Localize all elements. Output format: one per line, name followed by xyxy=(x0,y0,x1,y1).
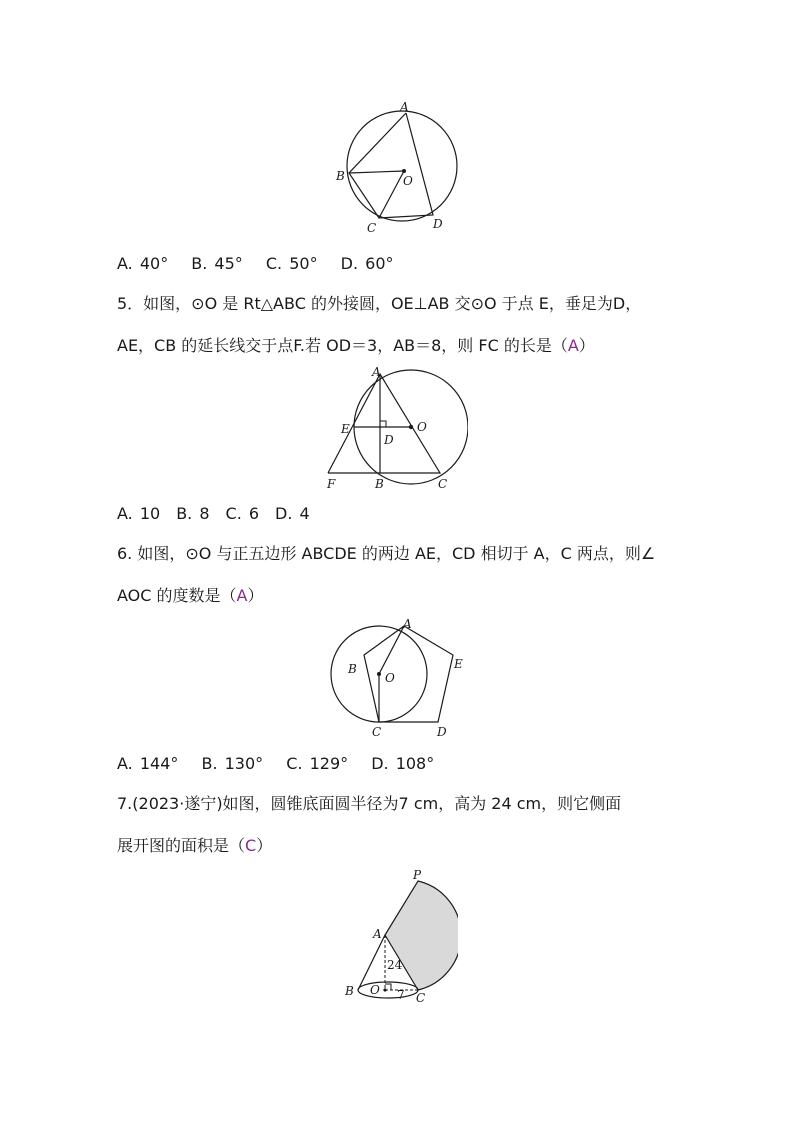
q7-sector xyxy=(385,881,458,990)
q4-ob xyxy=(349,171,404,173)
q6-stem-line1: 6. 如图，⊙O 与正五边形 ABCDE 的两边 AE，CD 相切于 A，C 两点，则∠ xyxy=(117,544,656,563)
q6-label-o: O xyxy=(385,671,395,685)
q5-close-paren: ） xyxy=(578,336,595,355)
q5-center-dot xyxy=(409,425,413,429)
q5-stem-line2 xyxy=(117,336,595,356)
q7-figure xyxy=(338,866,458,1008)
q6-close-paren: ） xyxy=(247,586,264,605)
q6-figure xyxy=(324,612,484,742)
q6-label-d: D xyxy=(437,725,447,739)
q4-oc xyxy=(379,171,404,218)
q5-label-c: C xyxy=(438,477,448,491)
q6-center-dot xyxy=(377,672,381,676)
q6-stem-text: AOC 的度数是（ xyxy=(117,586,237,605)
q6-answer: A xyxy=(236,586,248,605)
q5-label-e: E xyxy=(341,422,350,436)
q5-label-f: F xyxy=(327,477,336,491)
q7-answer: C xyxy=(245,836,257,855)
q6-label-e: E xyxy=(454,657,463,671)
q7-close-paren: ） xyxy=(256,836,273,855)
q5-label-b: B xyxy=(375,477,384,491)
q7-label-o: O xyxy=(370,983,380,997)
q7-stem-line1: 7.(2023·遂宁)如图，圆锥底面圆半径为7 cm，高为 24 cm，则它侧面 xyxy=(117,794,622,813)
q4-label-o: O xyxy=(403,174,413,188)
q4-center-dot xyxy=(402,169,406,173)
q5-label-o: O xyxy=(417,420,427,434)
q7-stem-text: 展开图的面积是（ xyxy=(117,836,246,855)
q7-base-back xyxy=(358,982,418,990)
q7-label-c: C xyxy=(416,991,426,1005)
q6-label-c: C xyxy=(372,725,382,739)
q7-label-radius: 7 xyxy=(397,988,405,1002)
q5-answer: A xyxy=(567,336,579,355)
q5-figure xyxy=(318,362,468,494)
q5-options: A. 10 B. 8 C. 6 D. 4 xyxy=(117,504,310,523)
q4-circle xyxy=(347,111,457,221)
q4-label-b: B xyxy=(336,169,345,183)
q6-label-b: B xyxy=(348,662,357,676)
q7-label-p: P xyxy=(413,868,422,882)
q4-label-a: A xyxy=(400,100,409,114)
q5-stem-text: AE，CB 的延长线交于点F.若 OD＝3，AB＝8，则 FC 的长是（ xyxy=(117,336,568,355)
q7-base-front xyxy=(358,990,418,998)
q5-label-d: D xyxy=(384,433,394,447)
q7-center-dot xyxy=(383,988,386,991)
q5-right-angle xyxy=(380,421,386,427)
q6-label-a: A xyxy=(403,617,412,631)
q4-label-d: D xyxy=(433,217,443,231)
q6-options: A. 144° B. 130° C. 129° D. 108° xyxy=(117,754,435,773)
q6-stem-line2 xyxy=(117,586,264,606)
q4-figure xyxy=(330,98,470,238)
q4-label-c: C xyxy=(367,221,377,235)
q7-stem-line2 xyxy=(117,836,272,856)
q6-oa xyxy=(379,626,404,674)
q5-label-a: A xyxy=(372,365,381,379)
q7-label-a: A xyxy=(373,927,382,941)
q7-label-height: 24 xyxy=(387,958,403,972)
q4-options: A. 40° B. 45° C. 50° D. 60° xyxy=(117,254,394,273)
q7-label-b: B xyxy=(345,984,354,998)
q5-stem-line1: 5．如图，⊙O 是 Rt△ABC 的外接圆，OE⊥AB 交⊙O 于点 E，垂足为D， xyxy=(117,294,642,313)
